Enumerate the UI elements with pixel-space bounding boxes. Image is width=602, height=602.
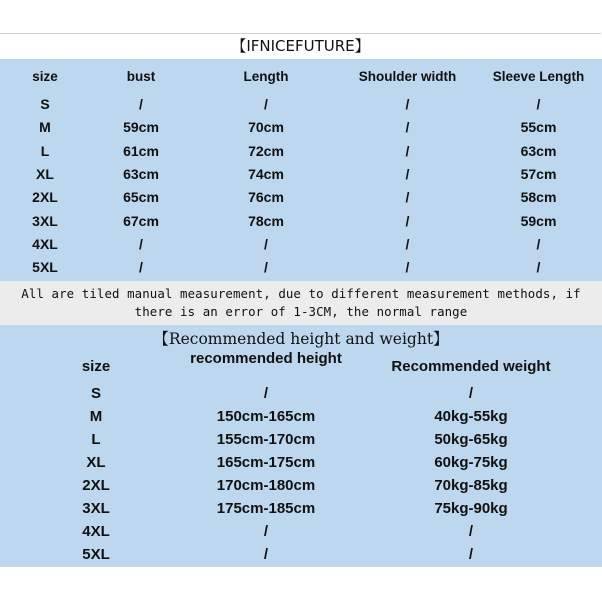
cell-size: 5XL (32, 259, 58, 276)
header-shoulder-width: Shoulder width (358, 69, 457, 84)
cell-weight: / (468, 546, 474, 563)
rec-header-height: recommended height (190, 350, 342, 367)
cell-size: 5XL (82, 546, 110, 563)
table-row (0, 210, 602, 233)
cell-weight: / (468, 385, 474, 402)
cell-length: 70cm (248, 119, 284, 136)
note-line-2: there is an error of 1-3CM, the normal range (134, 304, 468, 319)
note-line-1: All are tiled manual measurement, due to different measurement methods, if (21, 286, 581, 301)
size-chart-table (0, 59, 602, 281)
table-row (0, 497, 602, 520)
cell-weight: 40kg-55kg (434, 408, 508, 425)
cell-shoulder-width: / (405, 235, 410, 252)
cell-weight: 50kg-65kg (434, 431, 508, 448)
table-row (0, 140, 602, 163)
table-row (0, 186, 602, 209)
cell-size: 4XL (32, 235, 58, 252)
cell-bust: 61cm (123, 142, 159, 159)
table-row (0, 428, 602, 451)
cell-size: 3XL (82, 500, 110, 517)
cell-length: 76cm (248, 189, 284, 206)
cell-bust: 65cm (123, 189, 159, 206)
cell-height: 175cm-185cm (216, 500, 316, 517)
cell-size: L (91, 431, 101, 448)
brand-title: 【IFNICEFUTURE】 (0, 33, 601, 60)
cell-size: M (89, 408, 103, 425)
table-row (0, 520, 602, 543)
cell-bust: / (139, 96, 143, 112)
cell-weight: 60kg-75kg (434, 454, 508, 471)
cell-size: S (90, 385, 101, 402)
cell-shoulder-width: / (405, 259, 410, 276)
cell-size: S (40, 96, 50, 112)
table-row (0, 256, 602, 279)
cell-shoulder-width: / (405, 119, 410, 136)
table-row (0, 233, 602, 256)
header-length: Length (243, 69, 289, 84)
cell-height: / (263, 546, 269, 563)
recommendation-table (0, 325, 602, 567)
cell-weight: 75kg-90kg (434, 500, 508, 517)
cell-sleeve-length: / (536, 96, 541, 112)
cell-height: 150cm-165cm (216, 408, 316, 425)
cell-size: 3XL (32, 212, 58, 229)
cell-height: 170cm-180cm (216, 477, 316, 494)
cell-bust: / (139, 235, 143, 252)
recommendation-title: 【Recommended height and weight】 (153, 330, 449, 348)
table-row (0, 405, 602, 428)
cell-weight: / (468, 523, 474, 540)
table-row (0, 474, 602, 497)
cell-height: 165cm-175cm (216, 454, 316, 471)
table-row (0, 93, 602, 116)
cell-bust: / (139, 259, 143, 276)
measurement-note (0, 281, 602, 325)
cell-bust: 63cm (123, 165, 159, 182)
header-sleeve-length: Sleeve Length (492, 69, 585, 84)
cell-length: / (264, 235, 268, 252)
cell-bust: 59cm (123, 119, 159, 136)
cell-sleeve-length: 59cm (520, 212, 557, 229)
table-row (0, 543, 602, 566)
cell-sleeve-length: / (536, 259, 541, 276)
cell-length: 72cm (248, 142, 284, 159)
cell-shoulder-width: / (405, 212, 410, 229)
cell-sleeve-length: 57cm (520, 165, 557, 182)
cell-height: / (263, 523, 269, 540)
table-row (0, 116, 602, 139)
cell-sleeve-length: / (536, 235, 541, 252)
cell-size: L (40, 142, 50, 159)
table-row (0, 382, 602, 405)
cell-size: M (39, 119, 51, 136)
cell-height: 155cm-170cm (216, 431, 316, 448)
cell-size: 4XL (82, 523, 110, 540)
cell-length: 78cm (248, 212, 284, 229)
cell-size: 2XL (82, 477, 110, 494)
table-row (0, 163, 602, 186)
cell-length: / (264, 259, 268, 276)
header-size: size (32, 69, 58, 84)
cell-sleeve-length: 63cm (520, 142, 557, 159)
cell-shoulder-width: / (405, 142, 410, 159)
cell-length: / (264, 96, 268, 112)
rec-header-size: size (81, 358, 111, 375)
cell-shoulder-width: / (405, 96, 410, 112)
header-bust: bust (126, 69, 156, 84)
cell-sleeve-length: 55cm (520, 119, 557, 136)
cell-shoulder-width: / (405, 165, 410, 182)
cell-length: 74cm (248, 165, 284, 182)
cell-height: / (263, 385, 269, 402)
cell-sleeve-length: 58cm (520, 189, 557, 206)
cell-size: 2XL (32, 189, 58, 206)
cell-size: XL (36, 165, 54, 182)
table-row (0, 451, 602, 474)
cell-size: XL (86, 454, 106, 471)
cell-weight: 70kg-85kg (434, 477, 508, 494)
cell-shoulder-width: / (405, 189, 410, 206)
rec-header-weight: Recommended weight (391, 358, 551, 375)
size-chart-header-row (0, 65, 602, 88)
cell-bust: 67cm (123, 212, 159, 229)
